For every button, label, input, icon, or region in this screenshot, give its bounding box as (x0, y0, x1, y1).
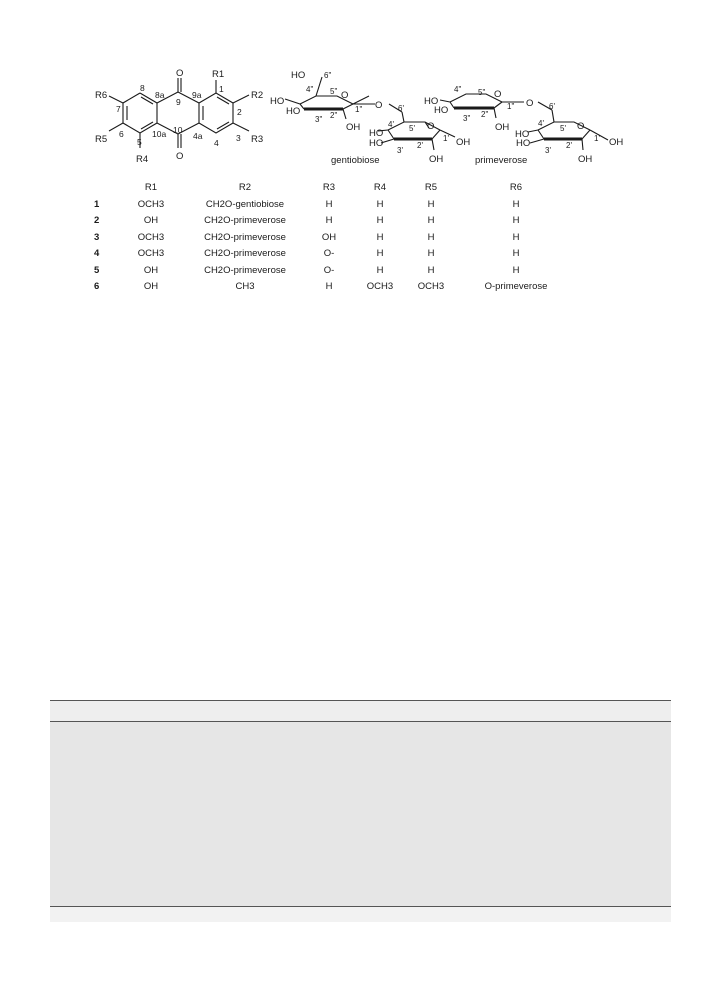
svg-text:1": 1" (507, 102, 515, 111)
svg-text:1: 1 (219, 84, 224, 94)
svg-text:6': 6' (549, 102, 555, 111)
cell-r6: O-primeverose (484, 281, 548, 293)
table-row (94, 279, 576, 296)
svg-text:O: O (375, 100, 383, 111)
compound-number: 4 (94, 248, 100, 260)
oxygen-label: O (176, 151, 184, 162)
cell-r2: CH2O-gentiobiose (205, 198, 285, 210)
svg-text:3": 3" (463, 114, 471, 123)
svg-text:O: O (577, 121, 585, 132)
svg-text:O: O (494, 89, 502, 100)
r1-label: R1 (212, 69, 225, 80)
svg-text:3': 3' (397, 146, 403, 155)
svg-text:5: 5 (137, 137, 142, 147)
panel-body (50, 722, 671, 906)
r2-label: R2 (251, 90, 264, 101)
compound-number: 2 (94, 215, 100, 227)
svg-text:9: 9 (176, 97, 181, 107)
svg-text:OH: OH (456, 137, 471, 148)
cell-r6: H (512, 248, 520, 260)
svg-text:2': 2' (417, 141, 423, 150)
svg-text:10a: 10a (152, 129, 167, 139)
table-row (94, 229, 576, 246)
r5-label: R5 (95, 134, 108, 145)
svg-text:6': 6' (398, 104, 404, 113)
r6-label: R6 (95, 90, 108, 101)
cell-r3: O- (323, 264, 335, 276)
svg-text:1': 1' (443, 134, 449, 143)
cell-r6: H (512, 264, 520, 276)
cell-r5: H (427, 198, 435, 210)
cell-r6: H (512, 198, 520, 210)
compound-number: 6 (94, 281, 100, 293)
svg-text:2": 2" (330, 111, 338, 120)
cell-r1: OH (143, 264, 159, 276)
svg-text:3": 3" (315, 115, 323, 124)
cell-r4: OCH3 (366, 281, 394, 293)
svg-text:O: O (341, 90, 349, 101)
svg-text:HO: HO (286, 106, 301, 117)
svg-text:HO: HO (270, 96, 285, 107)
cell-r5: H (427, 264, 435, 276)
svg-text:5": 5" (330, 87, 338, 96)
compound-number: 1 (94, 198, 100, 210)
cell-r6: H (512, 231, 520, 243)
svg-text:OH: OH (429, 154, 444, 165)
svg-text:HO: HO (515, 129, 530, 140)
cell-r1: OCH3 (137, 248, 165, 260)
cell-r3: OH (321, 231, 337, 243)
cell-r3: H (325, 215, 333, 227)
table-header-row (94, 178, 576, 196)
svg-text:HO: HO (516, 138, 531, 149)
svg-text:OH: OH (346, 122, 361, 133)
cell-r3: H (325, 198, 333, 210)
primeverose-labels (424, 85, 623, 166)
svg-text:HO: HO (369, 138, 384, 149)
svg-text:HO: HO (434, 105, 449, 116)
svg-text:O: O (427, 121, 435, 132)
column-header: R4 (373, 181, 387, 193)
cell-r6: H (512, 215, 520, 227)
column-header: R2 (238, 181, 252, 193)
cell-r1: OH (143, 281, 159, 293)
svg-text:HO: HO (424, 96, 439, 107)
cell-r4: H (376, 198, 384, 210)
table-row (94, 196, 576, 213)
cell-r3: H (325, 281, 333, 293)
cell-r2: CH3 (235, 281, 255, 293)
core-labels (95, 68, 263, 165)
svg-text:4': 4' (538, 119, 544, 128)
compound-number: 3 (94, 231, 100, 243)
cell-r5: H (427, 248, 435, 260)
svg-text:3: 3 (236, 133, 241, 143)
table-row (94, 246, 576, 263)
svg-text:4: 4 (214, 138, 219, 148)
svg-text:HO: HO (291, 70, 306, 81)
compound-number: 5 (94, 264, 100, 276)
svg-text:3': 3' (545, 146, 551, 155)
cell-r1: OCH3 (137, 198, 165, 210)
panel-footer-band (50, 906, 671, 922)
cell-r2: CH2O-primeverose (204, 215, 286, 227)
column-header: R3 (322, 181, 336, 193)
svg-text:9a: 9a (192, 90, 202, 100)
svg-text:2": 2" (481, 110, 489, 119)
empty-table-panel (50, 700, 671, 922)
svg-text:8a: 8a (155, 90, 165, 100)
cell-r2: CH2O-primeverose (204, 264, 286, 276)
chemical-structures-figure (0, 0, 725, 175)
column-header: R1 (144, 181, 158, 193)
svg-text:6": 6" (324, 71, 332, 80)
gentiobiose-name: gentiobiose (331, 155, 380, 166)
svg-text:OH: OH (578, 154, 593, 165)
cell-r5: H (427, 215, 435, 227)
substituent-table (94, 178, 576, 295)
cell-r1: OH (143, 215, 159, 227)
svg-text:HO: HO (369, 128, 384, 139)
r4-label: R4 (136, 154, 149, 165)
svg-text:8: 8 (140, 83, 145, 93)
cell-r1: OCH3 (137, 231, 165, 243)
svg-text:4": 4" (454, 85, 462, 94)
column-header: R6 (509, 181, 523, 193)
gentiobiose-labels (270, 70, 470, 166)
r3-label: R3 (251, 134, 264, 145)
cell-r4: H (376, 215, 384, 227)
table-row (94, 213, 576, 230)
column-header: R5 (424, 181, 438, 193)
primeverose-name: primeverose (475, 155, 528, 166)
svg-text:OH: OH (495, 122, 510, 133)
svg-text:7: 7 (116, 104, 121, 114)
svg-text:4": 4" (306, 85, 314, 94)
table-row (94, 262, 576, 279)
svg-text:4a: 4a (193, 131, 203, 141)
svg-text:4': 4' (388, 120, 394, 129)
cell-r2: CH2O-primeverose (204, 231, 286, 243)
cell-r4: H (376, 231, 384, 243)
cell-r2: CH2O-primeverose (204, 248, 286, 260)
oxygen-label: O (176, 68, 184, 79)
cell-r5: H (427, 231, 435, 243)
cell-r4: H (376, 248, 384, 260)
panel-header-band (50, 700, 671, 722)
svg-text:O: O (526, 98, 534, 109)
svg-text:2: 2 (237, 107, 242, 117)
svg-text:2': 2' (566, 141, 572, 150)
anthraquinone-core (109, 78, 249, 148)
svg-text:6: 6 (119, 129, 124, 139)
cell-r3: O- (323, 248, 335, 260)
svg-text:1": 1" (355, 105, 363, 114)
cell-r5: OCH3 (417, 281, 445, 293)
svg-text:5': 5' (409, 124, 415, 133)
svg-text:5': 5' (560, 124, 566, 133)
svg-text:OH: OH (609, 137, 624, 148)
cell-r4: H (376, 264, 384, 276)
svg-text:5": 5" (478, 88, 486, 97)
svg-text:1': 1' (594, 134, 600, 143)
svg-text:10: 10 (173, 125, 183, 135)
